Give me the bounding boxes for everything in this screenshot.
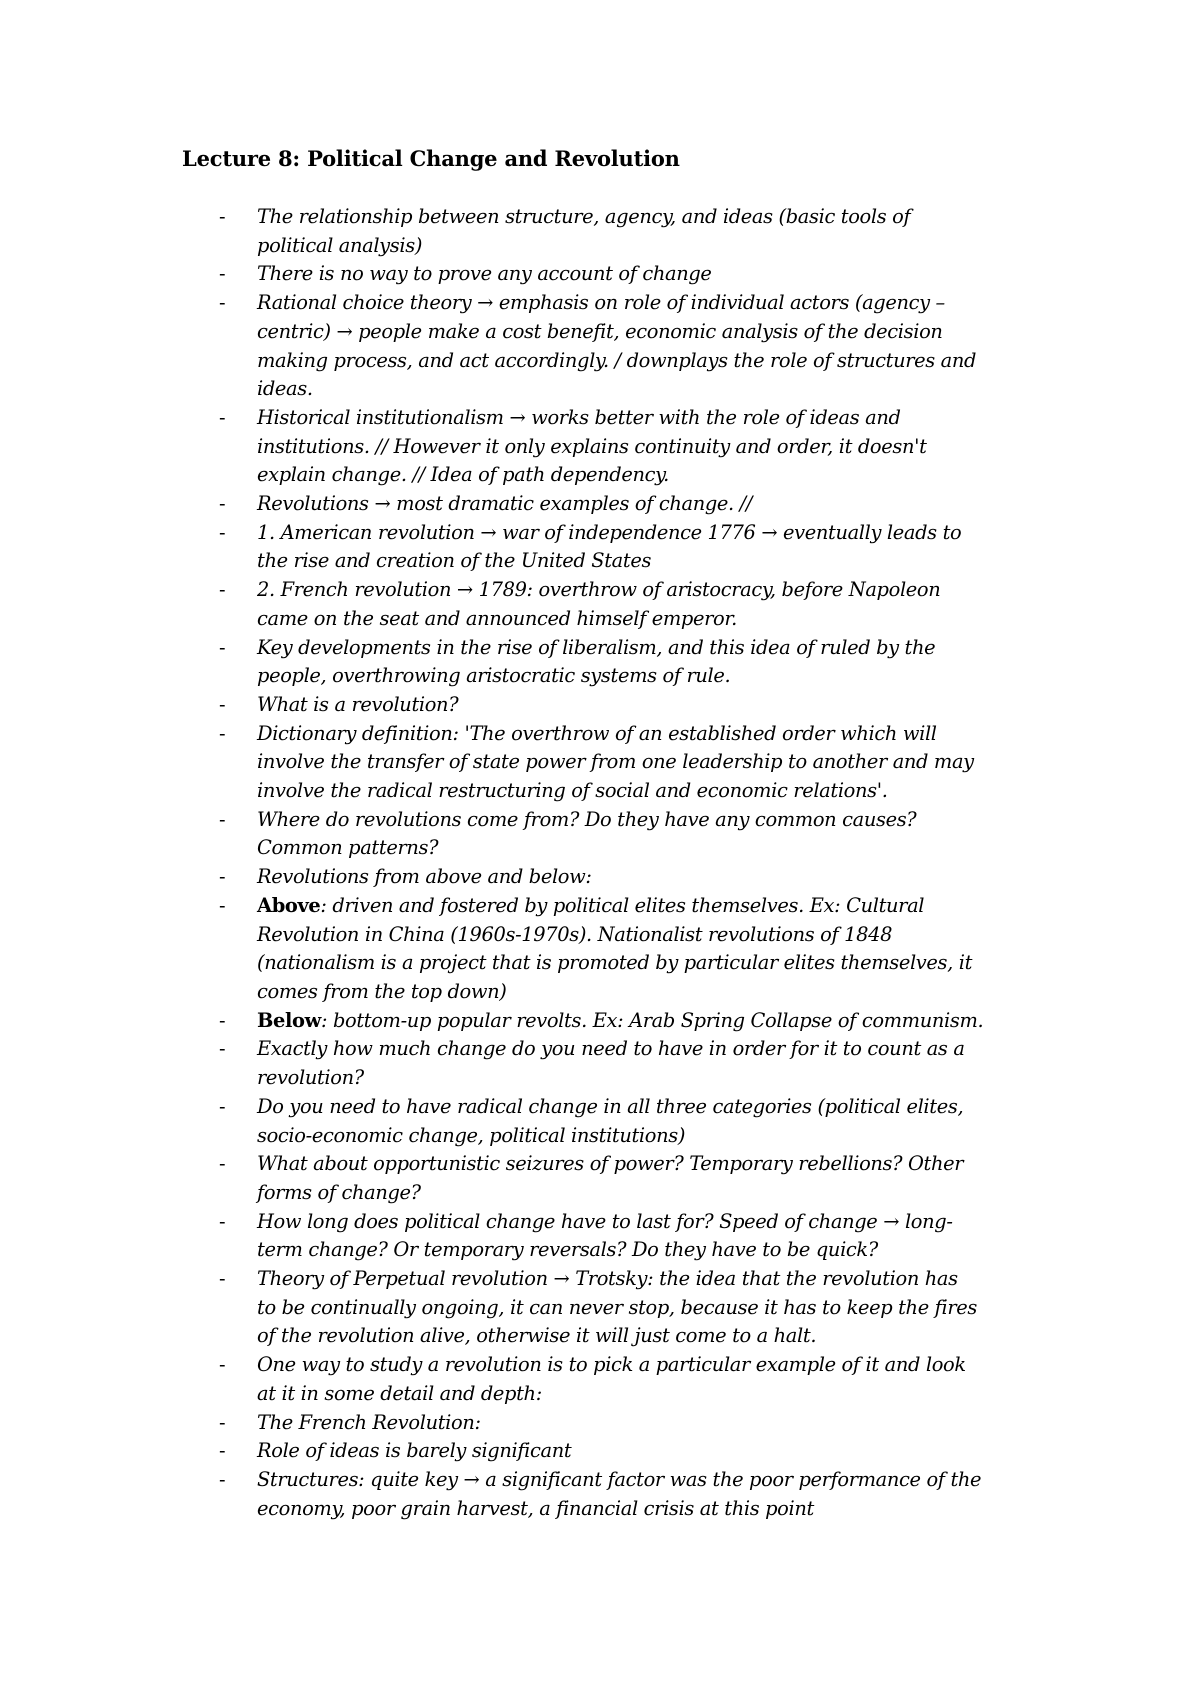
bullet-item — [219, 806, 1039, 863]
bullet-line: Structures: quite key → a significant factor was the poor performance of the — [257, 1467, 982, 1491]
bullet-line: How long does political change have to last for? Speed of change → long- — [257, 1209, 953, 1233]
bullet-item — [219, 1035, 1039, 1092]
bullet-item — [219, 1208, 1039, 1265]
bullet-marker: - — [219, 1037, 226, 1061]
bullet-marker: - — [219, 1467, 226, 1491]
bullet-marker: - — [219, 635, 226, 659]
bullet-marker: - — [219, 1439, 226, 1463]
bullet-line: socio-economic change, political institutions) — [257, 1123, 686, 1147]
bullet-line: (nationalism is a project that is promoted by particular elites themselves, it — [257, 951, 973, 975]
bullet-line: involve the radical restructuring of social and economic relations'. — [257, 779, 888, 803]
bullet-marker: - — [219, 1209, 226, 1233]
bullet-marker: - — [219, 405, 226, 429]
bullet-line: economy, poor grain harvest, a financial crisis at this point — [257, 1496, 814, 1520]
bullet-line: Exactly how much change do you need to have in order for it to count as a — [257, 1037, 965, 1061]
bullet-line: at it in some detail and depth: — [257, 1381, 542, 1405]
bullet-item — [219, 260, 1039, 289]
bullet-marker: - — [219, 205, 226, 228]
bullet-line: What is a revolution? — [257, 692, 459, 716]
bullet-line: Revolution in China (1960s-1970s). Nationalist revolutions of 1848 — [257, 922, 893, 946]
bullet-marker: - — [219, 1410, 226, 1434]
bullet-line: to be continually ongoing, it can never stop, because it has to keep the fires — [257, 1295, 977, 1319]
bullet-line: people, overthrowing aristocratic systems of rule. — [257, 664, 731, 688]
bullet-marker: - — [219, 692, 226, 716]
bullet-line: of the revolution alive, otherwise it will just come to a halt. — [257, 1324, 817, 1348]
bullet-marker: - — [219, 807, 226, 831]
bullet-list — [219, 203, 1039, 1523]
bullet-line: term change? Or temporary reversals? Do they have to be quick? — [257, 1238, 878, 1262]
bullet-line: Dictionary definition: 'The overthrow of an established order which will — [257, 721, 937, 745]
bullet-item — [219, 404, 1039, 490]
bullet-marker: - — [219, 262, 226, 286]
bullet-line: political analysis) — [257, 233, 423, 257]
bullet-line: Key developments in the rise of liberalism, and this idea of ruled by the — [257, 635, 936, 659]
bullet-line: Revolutions from above and below: — [257, 865, 592, 889]
bullet-line: What about opportunistic seizures of power? Temporary rebellions? Other — [257, 1152, 964, 1176]
bullet-line: One way to study a revolution is to pick a particular example of it and look — [257, 1353, 966, 1377]
bullet-line: Do you need to have radical change in all three categories (political elites, — [257, 1094, 964, 1118]
bullet-line — [257, 1007, 1039, 1036]
bullet-item — [219, 289, 1039, 404]
bullet-line: came on the seat and announced himself emperor. — [257, 606, 737, 630]
bullet-line: Where do revolutions come from? Do they have any common causes? — [257, 807, 917, 831]
bullet-item — [219, 1265, 1039, 1351]
bullet-marker: - — [219, 1094, 226, 1118]
bullet-lead-term: Above — [257, 893, 321, 917]
bullet-marker: - — [219, 1152, 226, 1176]
bullet-item — [219, 1437, 1039, 1466]
bullet-marker: - — [219, 1008, 226, 1032]
bullet-item — [219, 691, 1039, 720]
bullet-item — [219, 892, 1039, 1007]
bullet-marker: - — [219, 1353, 226, 1377]
bullet-line: Historical institutionalism → works better with the role of ideas and — [257, 405, 901, 429]
bullet-marker: - — [219, 721, 226, 745]
bullet-line: The French Revolution: — [257, 1410, 481, 1434]
bullet-line: centric) → people make a cost benefit, economic analysis of the decision — [257, 319, 943, 343]
bullet-lead-term: Below — [257, 1008, 321, 1032]
bullet-line: the rise and creation of the United States — [257, 549, 652, 573]
bullet-item — [219, 1409, 1039, 1438]
bullet-item — [219, 576, 1039, 633]
bullet-item — [219, 634, 1039, 691]
page-title: Lecture 8: Political Change and Revolution — [182, 146, 680, 171]
bullet-marker: - — [219, 578, 226, 602]
bullet-line: Revolutions → most dramatic examples of change. // — [257, 492, 753, 516]
bullet-line: The relationship between structure, agency, and ideas (basic tools of — [257, 205, 911, 228]
bullet-line-text: : driven and fostered by political elites themselves. Ex: Cultural — [320, 893, 925, 917]
bullet-line: comes from the top down) — [257, 979, 507, 1003]
bullet-marker: - — [219, 520, 226, 544]
bullet-line: Role of ideas is barely significant — [257, 1439, 572, 1463]
bullet-item — [219, 1150, 1039, 1207]
bullet-line: explain change. // Idea of path dependency. — [257, 463, 669, 487]
bullet-line: Rational choice theory → emphasis on role of individual actors (agency – — [257, 291, 945, 315]
bullet-marker: - — [219, 893, 226, 917]
bullet-line: institutions. // However it only explains continuity and order, it doesn't — [257, 434, 927, 458]
bullet-item — [219, 1007, 1039, 1036]
bullet-item — [219, 203, 1039, 260]
bullet-line: Theory of Perpetual revolution → Trotsky: the idea that the revolution has — [257, 1267, 958, 1291]
bullet-line-text: : bottom-up popular revolts. Ex: Arab Spring Collapse of communism. — [320, 1008, 984, 1032]
bullet-marker: - — [219, 291, 226, 315]
bullet-item — [219, 519, 1039, 576]
bullet-item — [219, 863, 1039, 892]
bullet-item — [219, 1093, 1039, 1150]
bullet-line: forms of change? — [257, 1180, 421, 1204]
bullet-marker: - — [219, 492, 226, 516]
bullet-line: Common patterns? — [257, 836, 439, 860]
bullet-line — [257, 892, 1039, 921]
bullet-marker: - — [219, 1267, 226, 1291]
bullet-line: making process, and act accordingly. / downplays the role of structures and — [257, 348, 977, 372]
bullet-item — [219, 1466, 1039, 1523]
bullet-line: 1. American revolution → war of independence 1776 → eventually leads to — [257, 520, 962, 544]
bullet-line: revolution? — [257, 1066, 364, 1090]
bullet-marker: - — [219, 865, 226, 889]
bullet-item — [219, 490, 1039, 519]
bullet-item — [219, 1351, 1039, 1408]
bullet-line: ideas. — [257, 377, 313, 401]
bullet-line: 2. French revolution → 1789: overthrow of aristocracy, before Napoleon — [257, 578, 941, 602]
bullet-line: There is no way to prove any account of change — [257, 262, 712, 286]
bullet-line: involve the transfer of state power from one leadership to another and may — [257, 750, 974, 774]
bullet-item — [219, 720, 1039, 806]
